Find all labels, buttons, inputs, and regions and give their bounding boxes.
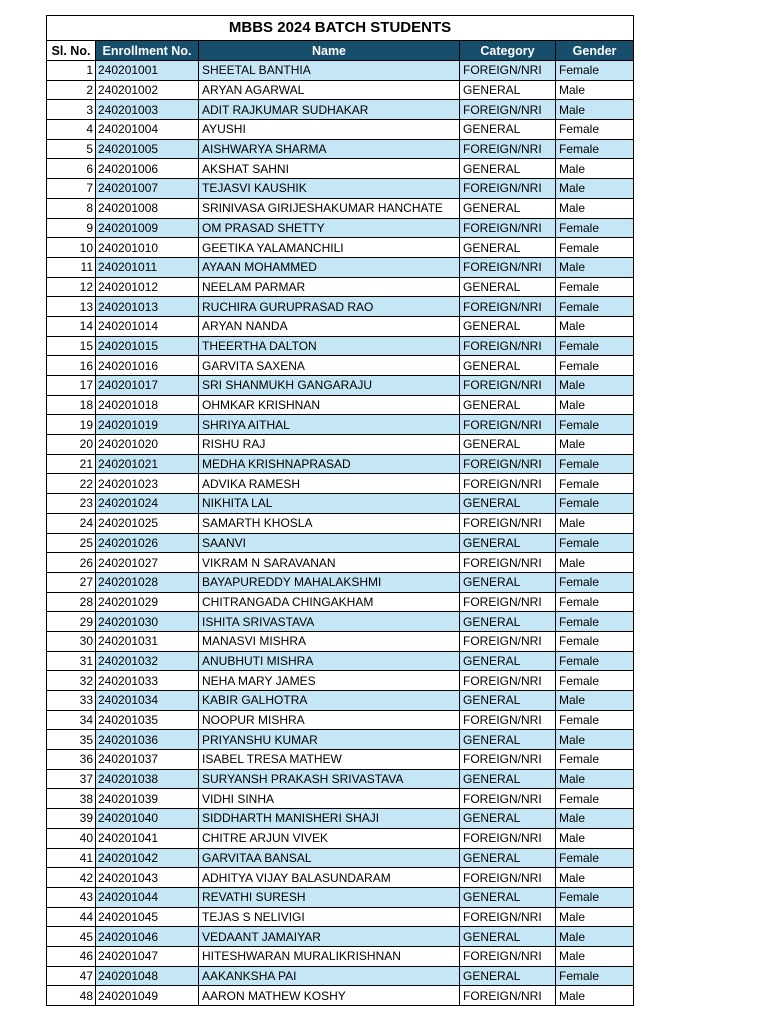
table-row: [47, 671, 634, 691]
cell-enrollment-no: 240201029: [96, 592, 199, 612]
cell-gender: Male: [556, 435, 634, 455]
cell-enrollment-no: 240201014: [96, 316, 199, 336]
cell-name: MANASVI MISHRA: [199, 631, 460, 651]
cell-category: FOREIGN/NRI: [460, 179, 556, 199]
cell-gender: Male: [556, 395, 634, 415]
cell-sl-no: 44: [47, 907, 96, 927]
cell-name: TEJASVI KAUSHIK: [199, 179, 460, 199]
header-row: [47, 41, 634, 61]
cell-enrollment-no: 240201007: [96, 179, 199, 199]
cell-category: GENERAL: [460, 691, 556, 711]
cell-gender: Female: [556, 789, 634, 809]
cell-sl-no: 26: [47, 553, 96, 573]
cell-enrollment-no: 240201035: [96, 710, 199, 730]
cell-category: FOREIGN/NRI: [460, 61, 556, 81]
table-row: [47, 257, 634, 277]
cell-sl-no: 33: [47, 691, 96, 711]
cell-name: NEELAM PARMAR: [199, 277, 460, 297]
cell-name: MEDHA KRISHNAPRASAD: [199, 454, 460, 474]
cell-category: GENERAL: [460, 572, 556, 592]
cell-category: FOREIGN/NRI: [460, 336, 556, 356]
cell-category: GENERAL: [460, 612, 556, 632]
table-row: [47, 435, 634, 455]
cell-sl-no: 1: [47, 61, 96, 81]
cell-gender: Male: [556, 907, 634, 927]
cell-sl-no: 22: [47, 474, 96, 494]
cell-category: FOREIGN/NRI: [460, 710, 556, 730]
table-row: [47, 927, 634, 947]
cell-gender: Female: [556, 139, 634, 159]
cell-enrollment-no: 240201027: [96, 553, 199, 573]
table-row: [47, 198, 634, 218]
cell-sl-no: 42: [47, 868, 96, 888]
cell-gender: Male: [556, 159, 634, 179]
cell-category: GENERAL: [460, 730, 556, 750]
cell-name: AYUSHI: [199, 120, 460, 140]
cell-enrollment-no: 240201020: [96, 435, 199, 455]
cell-category: FOREIGN/NRI: [460, 986, 556, 1006]
cell-category: FOREIGN/NRI: [460, 376, 556, 396]
table-row: [47, 238, 634, 258]
cell-name: HITESHWARAN MURALIKRISHNAN: [199, 946, 460, 966]
cell-name: GEETIKA YALAMANCHILI: [199, 238, 460, 258]
cell-name: ISABEL TRESA MATHEW: [199, 750, 460, 770]
cell-gender: Male: [556, 946, 634, 966]
cell-gender: Female: [556, 238, 634, 258]
cell-gender: Male: [556, 828, 634, 848]
cell-gender: Female: [556, 848, 634, 868]
cell-gender: Male: [556, 316, 634, 336]
cell-name: NEHA MARY JAMES: [199, 671, 460, 691]
table-row: [47, 277, 634, 297]
table-row: [47, 376, 634, 396]
cell-category: FOREIGN/NRI: [460, 218, 556, 238]
cell-category: GENERAL: [460, 238, 556, 258]
cell-category: GENERAL: [460, 356, 556, 376]
cell-category: GENERAL: [460, 966, 556, 986]
cell-sl-no: 7: [47, 179, 96, 199]
cell-name: SAMARTH KHOSLA: [199, 513, 460, 533]
cell-sl-no: 24: [47, 513, 96, 533]
table-row: [47, 553, 634, 573]
table-row: [47, 533, 634, 553]
cell-sl-no: 39: [47, 809, 96, 829]
cell-enrollment-no: 240201012: [96, 277, 199, 297]
table-row: [47, 966, 634, 986]
cell-category: GENERAL: [460, 159, 556, 179]
cell-enrollment-no: 240201002: [96, 80, 199, 100]
cell-enrollment-no: 240201039: [96, 789, 199, 809]
cell-enrollment-no: 240201037: [96, 750, 199, 770]
cell-gender: Female: [556, 494, 634, 514]
cell-name: AISHWARYA SHARMA: [199, 139, 460, 159]
cell-gender: Male: [556, 553, 634, 573]
cell-sl-no: 3: [47, 100, 96, 120]
header-name: Name: [199, 41, 460, 61]
header-gender: Gender: [556, 41, 634, 61]
cell-sl-no: 10: [47, 238, 96, 258]
cell-sl-no: 20: [47, 435, 96, 455]
header-sl-no: Sl. No.: [47, 41, 96, 61]
cell-enrollment-no: 240201031: [96, 631, 199, 651]
cell-gender: Male: [556, 513, 634, 533]
cell-enrollment-no: 240201009: [96, 218, 199, 238]
cell-category: FOREIGN/NRI: [460, 100, 556, 120]
cell-gender: Female: [556, 572, 634, 592]
cell-enrollment-no: 240201038: [96, 769, 199, 789]
cell-category: GENERAL: [460, 769, 556, 789]
cell-category: FOREIGN/NRI: [460, 946, 556, 966]
cell-gender: Female: [556, 297, 634, 317]
cell-name: BAYAPUREDDY MAHALAKSHMI: [199, 572, 460, 592]
table-row: [47, 120, 634, 140]
cell-enrollment-no: 240201045: [96, 907, 199, 927]
cell-category: GENERAL: [460, 120, 556, 140]
cell-gender: Female: [556, 750, 634, 770]
table-row: [47, 356, 634, 376]
cell-enrollment-no: 240201025: [96, 513, 199, 533]
table-row: [47, 336, 634, 356]
cell-category: FOREIGN/NRI: [460, 631, 556, 651]
table-row: [47, 651, 634, 671]
cell-name: VEDAANT JAMAIYAR: [199, 927, 460, 947]
cell-gender: Male: [556, 257, 634, 277]
cell-category: FOREIGN/NRI: [460, 907, 556, 927]
cell-enrollment-no: 240201032: [96, 651, 199, 671]
cell-sl-no: 46: [47, 946, 96, 966]
cell-enrollment-no: 240201003: [96, 100, 199, 120]
table-row: [47, 494, 634, 514]
cell-category: GENERAL: [460, 651, 556, 671]
cell-sl-no: 15: [47, 336, 96, 356]
table-row: [47, 750, 634, 770]
cell-gender: Female: [556, 474, 634, 494]
table-row: [47, 474, 634, 494]
cell-sl-no: 2: [47, 80, 96, 100]
cell-sl-no: 47: [47, 966, 96, 986]
cell-name: PRIYANSHU KUMAR: [199, 730, 460, 750]
cell-category: GENERAL: [460, 80, 556, 100]
cell-sl-no: 18: [47, 395, 96, 415]
cell-enrollment-no: 240201001: [96, 61, 199, 81]
cell-sl-no: 37: [47, 769, 96, 789]
cell-enrollment-no: 240201041: [96, 828, 199, 848]
table-row: [47, 592, 634, 612]
cell-name: GARVITAA BANSAL: [199, 848, 460, 868]
cell-sl-no: 43: [47, 887, 96, 907]
cell-category: GENERAL: [460, 887, 556, 907]
cell-sl-no: 17: [47, 376, 96, 396]
table-row: [47, 395, 634, 415]
cell-gender: Male: [556, 691, 634, 711]
cell-gender: Female: [556, 710, 634, 730]
cell-name: AARON MATHEW KOSHY: [199, 986, 460, 1006]
cell-name: GARVITA SAXENA: [199, 356, 460, 376]
cell-enrollment-no: 240201028: [96, 572, 199, 592]
cell-gender: Female: [556, 966, 634, 986]
cell-enrollment-no: 240201015: [96, 336, 199, 356]
cell-enrollment-no: 240201048: [96, 966, 199, 986]
cell-enrollment-no: 240201046: [96, 927, 199, 947]
header-enrollment-no: Enrollment No.: [96, 41, 199, 61]
cell-category: FOREIGN/NRI: [460, 750, 556, 770]
cell-gender: Female: [556, 218, 634, 238]
cell-sl-no: 28: [47, 592, 96, 612]
cell-category: GENERAL: [460, 809, 556, 829]
table-row: [47, 691, 634, 711]
table-row: [47, 946, 634, 966]
cell-gender: Female: [556, 592, 634, 612]
table-row: [47, 848, 634, 868]
cell-gender: Female: [556, 612, 634, 632]
cell-sl-no: 25: [47, 533, 96, 553]
cell-category: GENERAL: [460, 316, 556, 336]
cell-name: NOOPUR MISHRA: [199, 710, 460, 730]
table-row: [47, 415, 634, 435]
cell-name: REVATHI SURESH: [199, 887, 460, 907]
sheet-title: MBBS 2024 BATCH STUDENTS: [47, 16, 634, 41]
cell-name: ANUBHUTI MISHRA: [199, 651, 460, 671]
cell-gender: Male: [556, 868, 634, 888]
cell-category: FOREIGN/NRI: [460, 671, 556, 691]
cell-gender: Male: [556, 809, 634, 829]
cell-name: OM PRASAD SHETTY: [199, 218, 460, 238]
table-row: [47, 631, 634, 651]
table-row: [47, 159, 634, 179]
cell-sl-no: 32: [47, 671, 96, 691]
cell-name: SRINIVASA GIRIJESHAKUMAR HANCHATE: [199, 198, 460, 218]
cell-category: GENERAL: [460, 435, 556, 455]
table-row: [47, 789, 634, 809]
cell-sl-no: 14: [47, 316, 96, 336]
cell-sl-no: 31: [47, 651, 96, 671]
cell-category: GENERAL: [460, 277, 556, 297]
cell-name: SURYANSH PRAKASH SRIVASTAVA: [199, 769, 460, 789]
cell-sl-no: 11: [47, 257, 96, 277]
cell-gender: Male: [556, 198, 634, 218]
cell-category: FOREIGN/NRI: [460, 592, 556, 612]
table-row: [47, 868, 634, 888]
cell-name: TEJAS S NELIVIGI: [199, 907, 460, 927]
table-body: [47, 61, 634, 1006]
cell-category: GENERAL: [460, 927, 556, 947]
cell-gender: Female: [556, 454, 634, 474]
cell-gender: Female: [556, 61, 634, 81]
table-row: [47, 61, 634, 81]
cell-name: VIDHI SINHA: [199, 789, 460, 809]
table-row: [47, 887, 634, 907]
table-row: [47, 139, 634, 159]
cell-enrollment-no: 240201018: [96, 395, 199, 415]
cell-sl-no: 34: [47, 710, 96, 730]
cell-enrollment-no: 240201034: [96, 691, 199, 711]
cell-enrollment-no: 240201023: [96, 474, 199, 494]
cell-gender: Male: [556, 769, 634, 789]
cell-enrollment-no: 240201043: [96, 868, 199, 888]
cell-gender: Female: [556, 651, 634, 671]
cell-name: AAKANKSHA PAI: [199, 966, 460, 986]
cell-category: FOREIGN/NRI: [460, 474, 556, 494]
cell-category: FOREIGN/NRI: [460, 415, 556, 435]
cell-category: GENERAL: [460, 395, 556, 415]
cell-enrollment-no: 240201026: [96, 533, 199, 553]
cell-name: OHMKAR KRISHNAN: [199, 395, 460, 415]
cell-gender: Female: [556, 415, 634, 435]
cell-gender: Male: [556, 927, 634, 947]
cell-category: FOREIGN/NRI: [460, 828, 556, 848]
cell-gender: Male: [556, 730, 634, 750]
cell-name: AKSHAT SAHNI: [199, 159, 460, 179]
cell-sl-no: 29: [47, 612, 96, 632]
cell-name: SHEETAL BANTHIA: [199, 61, 460, 81]
cell-sl-no: 45: [47, 927, 96, 947]
table-row: [47, 218, 634, 238]
cell-sl-no: 19: [47, 415, 96, 435]
cell-name: ISHITA SRIVASTAVA: [199, 612, 460, 632]
cell-category: FOREIGN/NRI: [460, 868, 556, 888]
cell-gender: Male: [556, 179, 634, 199]
cell-name: SHRIYA AITHAL: [199, 415, 460, 435]
cell-gender: Female: [556, 887, 634, 907]
cell-enrollment-no: 240201042: [96, 848, 199, 868]
cell-sl-no: 27: [47, 572, 96, 592]
cell-name: KABIR GALHOTRA: [199, 691, 460, 711]
header-category: Category: [460, 41, 556, 61]
cell-gender: Female: [556, 356, 634, 376]
table-row: [47, 179, 634, 199]
cell-enrollment-no: 240201008: [96, 198, 199, 218]
cell-enrollment-no: 240201030: [96, 612, 199, 632]
cell-name: ADIT RAJKUMAR SUDHAKAR: [199, 100, 460, 120]
cell-sl-no: 40: [47, 828, 96, 848]
cell-name: NIKHITA LAL: [199, 494, 460, 514]
table-row: [47, 100, 634, 120]
table-row: [47, 612, 634, 632]
cell-gender: Male: [556, 376, 634, 396]
cell-name: CHITRE ARJUN VIVEK: [199, 828, 460, 848]
cell-category: FOREIGN/NRI: [460, 553, 556, 573]
table-row: [47, 316, 634, 336]
cell-sl-no: 8: [47, 198, 96, 218]
cell-name: CHITRANGADA CHINGAKHAM: [199, 592, 460, 612]
cell-enrollment-no: 240201004: [96, 120, 199, 140]
cell-category: GENERAL: [460, 494, 556, 514]
cell-sl-no: 36: [47, 750, 96, 770]
cell-sl-no: 4: [47, 120, 96, 140]
table-row: [47, 80, 634, 100]
table-row: [47, 986, 634, 1006]
cell-enrollment-no: 240201005: [96, 139, 199, 159]
cell-enrollment-no: 240201049: [96, 986, 199, 1006]
cell-gender: Female: [556, 120, 634, 140]
cell-category: FOREIGN/NRI: [460, 513, 556, 533]
table-row: [47, 907, 634, 927]
table-row: [47, 769, 634, 789]
table-row: [47, 809, 634, 829]
cell-sl-no: 6: [47, 159, 96, 179]
table-row: [47, 572, 634, 592]
cell-sl-no: 48: [47, 986, 96, 1006]
cell-enrollment-no: 240201044: [96, 887, 199, 907]
cell-category: FOREIGN/NRI: [460, 257, 556, 277]
cell-category: GENERAL: [460, 533, 556, 553]
cell-category: FOREIGN/NRI: [460, 454, 556, 474]
cell-name: ADHITYA VIJAY BALASUNDARAM: [199, 868, 460, 888]
cell-sl-no: 12: [47, 277, 96, 297]
cell-gender: Male: [556, 100, 634, 120]
cell-name: RISHU RAJ: [199, 435, 460, 455]
cell-category: GENERAL: [460, 198, 556, 218]
cell-name: SRI SHANMUKH GANGARAJU: [199, 376, 460, 396]
cell-enrollment-no: 240201033: [96, 671, 199, 691]
cell-sl-no: 16: [47, 356, 96, 376]
cell-gender: Male: [556, 80, 634, 100]
cell-name: RUCHIRA GURUPRASAD RAO: [199, 297, 460, 317]
cell-sl-no: 9: [47, 218, 96, 238]
cell-name: SIDDHARTH MANISHERI SHAJI: [199, 809, 460, 829]
cell-enrollment-no: 240201016: [96, 356, 199, 376]
cell-name: SAANVI: [199, 533, 460, 553]
cell-sl-no: 35: [47, 730, 96, 750]
cell-enrollment-no: 240201006: [96, 159, 199, 179]
cell-gender: Female: [556, 336, 634, 356]
cell-name: THEERTHA DALTON: [199, 336, 460, 356]
cell-sl-no: 41: [47, 848, 96, 868]
cell-enrollment-no: 240201010: [96, 238, 199, 258]
table-row: [47, 454, 634, 474]
cell-gender: Female: [556, 277, 634, 297]
cell-category: FOREIGN/NRI: [460, 789, 556, 809]
cell-enrollment-no: 240201024: [96, 494, 199, 514]
student-sheet: [46, 15, 633, 1006]
table-row: [47, 730, 634, 750]
cell-enrollment-no: 240201011: [96, 257, 199, 277]
cell-name: AYAAN MOHAMMED: [199, 257, 460, 277]
cell-sl-no: 38: [47, 789, 96, 809]
cell-category: FOREIGN/NRI: [460, 297, 556, 317]
cell-sl-no: 23: [47, 494, 96, 514]
cell-category: FOREIGN/NRI: [460, 139, 556, 159]
cell-enrollment-no: 240201019: [96, 415, 199, 435]
cell-name: ARYAN AGARWAL: [199, 80, 460, 100]
cell-enrollment-no: 240201021: [96, 454, 199, 474]
cell-enrollment-no: 240201036: [96, 730, 199, 750]
cell-enrollment-no: 240201013: [96, 297, 199, 317]
cell-category: GENERAL: [460, 848, 556, 868]
cell-enrollment-no: 240201017: [96, 376, 199, 396]
cell-sl-no: 30: [47, 631, 96, 651]
cell-sl-no: 5: [47, 139, 96, 159]
table-row: [47, 828, 634, 848]
cell-gender: Male: [556, 986, 634, 1006]
cell-enrollment-no: 240201047: [96, 946, 199, 966]
students-table: [46, 15, 634, 1006]
cell-gender: Female: [556, 671, 634, 691]
table-row: [47, 710, 634, 730]
cell-name: VIKRAM N SARAVANAN: [199, 553, 460, 573]
cell-gender: Female: [556, 533, 634, 553]
table-row: [47, 513, 634, 533]
cell-enrollment-no: 240201040: [96, 809, 199, 829]
table-row: [47, 297, 634, 317]
cell-gender: Female: [556, 631, 634, 651]
cell-sl-no: 21: [47, 454, 96, 474]
cell-sl-no: 13: [47, 297, 96, 317]
cell-name: ARYAN NANDA: [199, 316, 460, 336]
cell-name: ADVIKA RAMESH: [199, 474, 460, 494]
